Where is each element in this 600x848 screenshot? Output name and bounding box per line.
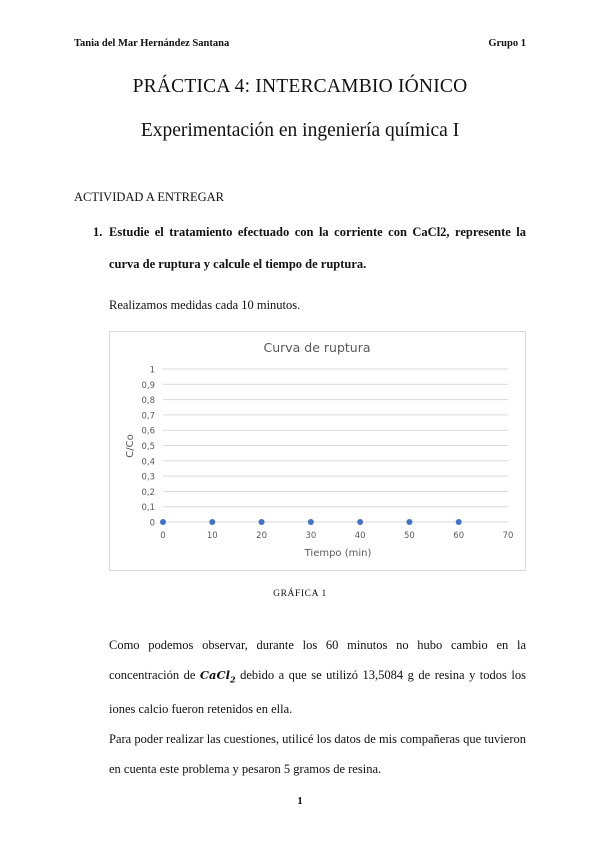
data-point — [308, 519, 314, 525]
data-point — [406, 519, 412, 525]
question-text: Estudie el tratamiento efectuado con la corriente con CaCl2, represente la curva de ruptura y calcule el tiempo de ruptura. — [109, 225, 526, 271]
y-tick-label: 0,1 — [141, 503, 155, 514]
section-heading: ACTIVIDAD A ENTREGAR — [74, 190, 224, 204]
body-line-2 — [109, 660, 526, 694]
y-tick-label: 0,6 — [141, 426, 155, 437]
body-line-3: iones calcio fueron retenidos en ella. — [109, 702, 293, 717]
y-tick-label: 0,3 — [141, 472, 155, 483]
header-author: Tania del Mar Hernández Santana — [74, 38, 230, 49]
formula-subscript: 2 — [230, 674, 236, 685]
x-tick-label: 70 — [502, 531, 514, 541]
page-subtitle: Experimentación en ingeniería química I — [140, 120, 460, 141]
body-line-2-pre: concentración de — [109, 668, 200, 682]
y-tick-label: 0,8 — [141, 396, 155, 407]
formula-base: CaCl — [199, 668, 231, 682]
y-tick-label: 0,9 — [141, 380, 155, 391]
header-group: Grupo 1 — [488, 38, 526, 49]
y-axis-label: C/Co — [125, 434, 136, 458]
data-point — [209, 519, 215, 525]
chart-container — [109, 331, 526, 571]
data-point — [456, 519, 462, 525]
y-tick-label: 0,2 — [141, 487, 155, 498]
x-tick-label: 20 — [256, 531, 267, 541]
x-tick-label: 60 — [453, 531, 465, 541]
x-axis-label: Tiempo (min) — [304, 548, 372, 559]
breakthrough-chart — [110, 332, 525, 570]
x-tick-label: 40 — [354, 531, 366, 541]
question-1 — [93, 216, 526, 280]
body-paragraph-2: Para poder realizar las cuestiones, utilicé los datos de mis compañeras que tuvieron en cuenta este problema y pesaron 5 gramos de resina. — [109, 732, 526, 777]
y-tick-label: 0,5 — [141, 442, 155, 452]
intro-paragraph: Realizamos medidas cada 10 minutos. — [109, 298, 301, 312]
y-tick-label: 1 — [149, 365, 155, 376]
body-line-2-post: debido a que se utilizó 13,5084 g de resina y todos los — [235, 668, 526, 682]
body-text — [109, 630, 526, 784]
x-tick-label: 30 — [305, 531, 317, 541]
y-tick-label: 0,7 — [141, 411, 155, 422]
question-number: 1. — [93, 225, 103, 239]
chart-title: Curva de ruptura — [263, 340, 371, 355]
x-tick-label: 50 — [404, 531, 415, 541]
y-tick-label: 0,4 — [141, 457, 155, 468]
body-line-1: Como podemos observar, durante los 60 minutos no hubo cambio en la — [109, 638, 526, 652]
formula-cacl2 — [199, 668, 236, 685]
figure-caption: GRÁFICA 1 — [273, 589, 327, 599]
x-tick-label: 10 — [206, 531, 218, 541]
data-point — [259, 519, 265, 525]
data-point — [160, 519, 166, 525]
data-point — [357, 519, 363, 525]
page-number: 1 — [297, 795, 303, 807]
x-tick-label: 0 — [160, 531, 166, 541]
y-tick-label: 0 — [149, 518, 155, 529]
page-title: PRÁCTICA 4: INTERCAMBIO IÓNICO — [132, 76, 468, 97]
